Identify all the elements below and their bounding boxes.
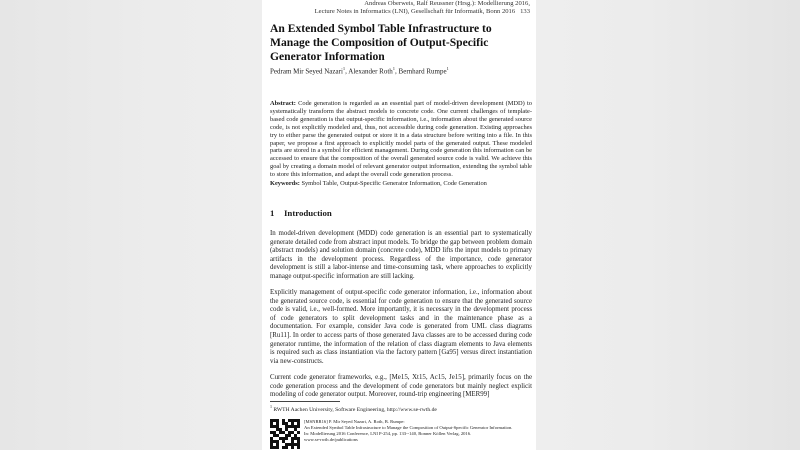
author-affiliation-marker: 1 — [342, 66, 346, 71]
author-list: Pedram Mir Seyed Nazari$^1$, Alexander Roth$^1$, Bernhard Rumpe$^1$ — [270, 66, 449, 76]
section-heading — [270, 208, 332, 218]
abstract-label: Abstract: — [270, 100, 296, 107]
author-name: Bernhard Rumpe — [398, 67, 447, 76]
blurred-background-left — [0, 0, 262, 450]
abstract-text: Code generation is regarded as an essential part of model-driven development (MDD) to systematically transform the abstract models to concrete code. One current challenges of template-based code generation is that output-specific information, i.e., information about the generated source code, is not explicitly modeled and, thus, not accessible during code generation. Existing approaches try to either parse the generated output or store it in a data structure before writing into a file. In this paper, we propose a first approach to explicitly model parts of the generated output. These modeled parts are stored in a symbol for efficient management. During code generation this information can be accessed to ensure that the composition of the overall generated source code is valid. We achieve this goal by creating a domain model of relevant generator output information, extending the symbol table to store this information, and adapt the overall code generation process. — [270, 100, 532, 179]
footnote-marker: 1 — [270, 404, 272, 409]
citation-line-4: www.se-rwth.de/publications — [304, 437, 358, 442]
citation-line-3: In: Modellierung 2016 Conference, LNI P-254, pp. 133--140, Bonner Köllen Verlag, 2016. — [304, 431, 472, 436]
intro-paragraph-1: In model-driven development (MDD) code generation is an essential part to systematically generate detailed code from abstract input models. To bridge the gap between problem domain (abstract models) and solution domain (concrete code), MDD lifts the input models to primary artifacts in the development process. Regardless of the importance, code generator development is still a labor-intense and time-consuming task, where approaches to explicitly manage output-specific information are still lacking. — [270, 230, 532, 280]
keywords — [270, 180, 532, 188]
qr-code — [270, 419, 300, 449]
intro-paragraph-3: Current code generator frameworks, e.g., [Me15, Xt15, Ac15, Je15], primarily focus on the code generation process and the development of code generators but mainly neglect explicit modeling of code generator output. Moreover, round-trip engineering [MER99] — [270, 374, 532, 399]
citation-line-1: [MSNRR16] P. Mir Seyed Nazari, A. Roth, B. Rumpe: — [304, 419, 405, 424]
footnote-text: RWTH Aachen University, Software Engineering, http://www.se-rwth.de — [273, 406, 437, 413]
author-name: Pedram Mir Seyed Nazari — [270, 67, 343, 76]
keywords-text: Symbol Table, Output-Specific Generator Information, Code Generation — [301, 180, 487, 187]
author-affiliation-marker: 1 — [446, 66, 449, 71]
section-title: Introduction — [284, 208, 332, 218]
qr-module — [297, 446, 300, 449]
author-affiliation-marker: 1 — [392, 66, 396, 71]
blurred-background-right — [536, 0, 800, 450]
author-name: Alexander Roth — [348, 67, 393, 76]
section-number: 1 — [270, 208, 275, 218]
running-head-line-2: Lecture Notes in Informatics (LNI), Gesellschaft für Informatik, Bonn 2016 133 — [314, 8, 530, 15]
paper-title: An Extended Symbol Table Infrastructure to Manage the Composition of Output-Specific Generator Information — [270, 22, 492, 63]
keywords-label: Keywords: — [270, 180, 300, 187]
abstract — [270, 100, 532, 179]
page-number: 133 — [520, 8, 530, 15]
intro-paragraph-2: Explicitly management of output-specific code generator information, i.e., information about the generated source code, is essential for code generation to ensure that the generated source code is valid, i.e., well-formed. More importantly, it is necessary in the development process of code generators to split development tasks and in the maintenance phase as a documentation. For example, consider Java code is generated from UML class diagrams [Ru11]. In order to access parts of those generated Java classes are to be accessed during code generator runtime, the information of the relation of class diagram elements to Java elements is required such as class instantiation via the factory pattern [Ga95] versus direct instantiation via new-constructs. — [270, 289, 532, 365]
running-head-line-1: Andreas Oberweis, Ralf Reussner (Hrsg.): Modellierung 2016, — [364, 0, 530, 7]
paper-page — [262, 0, 536, 450]
footnote — [270, 404, 437, 413]
footnote-rule — [270, 401, 340, 402]
citation-line-2: An Extended Symbol Table Infrastructure to Manage the Composition of Output-Specific Generator Information. — [304, 425, 513, 430]
